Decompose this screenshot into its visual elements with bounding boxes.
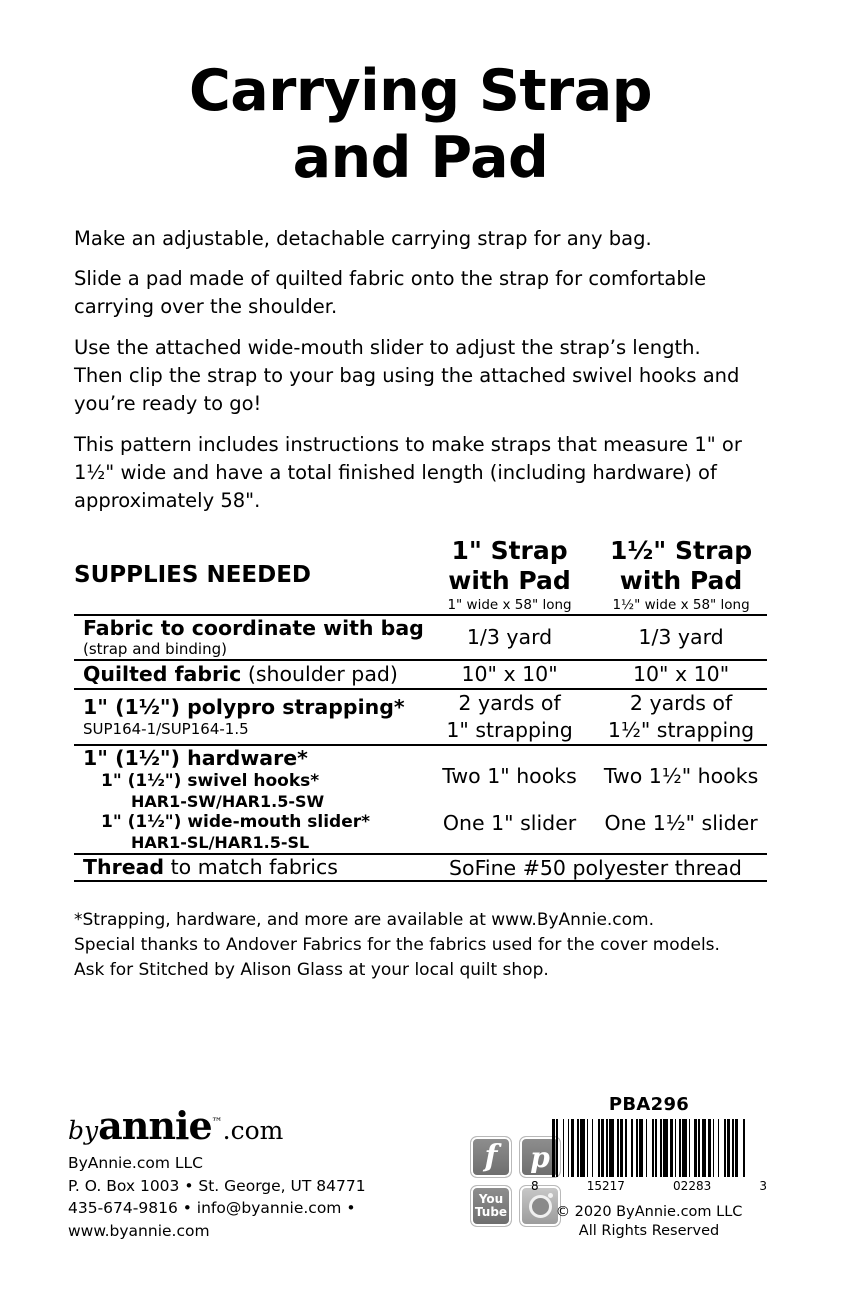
company-address — [68, 1152, 468, 1242]
row-value-line: 1" strapping — [446, 718, 573, 743]
facebook-glyph: f — [484, 1138, 498, 1174]
column-header-1-5-inch — [595, 536, 767, 614]
supplies-table — [74, 536, 767, 881]
row-item — [74, 745, 424, 854]
row-value-line: Two 1" hooks — [442, 763, 577, 788]
intro-paragraphs — [74, 193, 745, 515]
title-line-1: Carrying Strap — [188, 58, 653, 124]
row-value-line: 1½" strapping — [607, 718, 755, 743]
footnotes — [74, 908, 767, 982]
column-header-title2: with Pad — [448, 565, 571, 595]
facebook-icon[interactable] — [470, 1136, 512, 1178]
table-header-row — [74, 536, 767, 614]
youtube-icon[interactable] — [470, 1185, 512, 1227]
row-item-title: 1" (1½") polypro strapping* — [83, 695, 405, 720]
row-item — [74, 615, 424, 660]
intro-paragraph: Use the attached wide-mouth slider to adjust the strap’s length. Then clip the strap to your bag using the attached swivel hooks and you’re ready to go! — [74, 336, 740, 415]
intro-paragraph: Make an adjustable, detachable carrying strap for any bag. — [74, 226, 652, 250]
copyright-line-1: © 2020 ByAnnie.com LLC — [555, 1203, 743, 1220]
row-value-col-a — [424, 745, 595, 854]
brand-block — [68, 1103, 468, 1242]
row-item-title-text: Quilted fabric — [83, 662, 242, 687]
table-row — [74, 854, 767, 881]
footnote-line: Ask for Stitched by Alison Glass at your local quilt shop. — [74, 960, 549, 981]
company-contact: 435-674-9816 • info@byannie.com • www.byannie.com — [68, 1199, 356, 1240]
table-bottom-border — [74, 881, 767, 882]
row-value-col-b: 10" x 10" — [595, 660, 767, 689]
title-line-2: and Pad — [292, 125, 549, 192]
row-item — [74, 854, 424, 881]
barcode-digit-left: 8 — [531, 1178, 539, 1193]
byannie-logo — [68, 1103, 468, 1149]
row-item-hardware-line: HAR1-SL/HAR1.5-SL — [131, 833, 310, 853]
spacer — [595, 790, 767, 810]
row-value-line: One 1½" slider — [604, 810, 758, 835]
row-value-col-b — [595, 689, 767, 745]
copyright-line-2: All Rights Reserved — [578, 1223, 720, 1240]
trademark-icon: ™ — [211, 1115, 223, 1129]
intro-paragraph: Slide a pad made of quilted fabric onto the strap for comfortable carrying over the shoulder. — [74, 267, 707, 319]
barcode-digit-mid2: 02283 — [673, 1178, 712, 1193]
youtube-glyph-tube: Tube — [474, 1205, 508, 1219]
row-item-subtitle: SUP164-1/SUP164-1.5 — [83, 720, 249, 739]
row-value-line: 2 yards of — [458, 691, 561, 716]
spacer — [424, 790, 595, 810]
row-value-col-a: 1/3 yard — [424, 615, 595, 660]
barcode-image — [529, 1119, 769, 1177]
supplies-table-container — [74, 536, 767, 881]
column-header-title: 1½" Strap — [610, 536, 753, 566]
row-value-line: One 1" slider — [442, 810, 577, 835]
row-item-title-text: Thread — [83, 855, 165, 880]
logo-annie: annie — [98, 1103, 212, 1149]
supplies-needed-label: SUPPLIES NEEDED — [74, 562, 312, 589]
row-value-line: Two 1½" hooks — [603, 763, 759, 788]
table-bottom-border-cell — [74, 881, 767, 882]
row-item — [74, 660, 424, 689]
column-header-1-inch — [424, 536, 595, 614]
row-value-col-a: 10" x 10" — [424, 660, 595, 689]
row-value-col-a — [424, 689, 595, 745]
table-row — [74, 615, 767, 660]
row-item-title-note: to match fabrics — [164, 855, 338, 880]
row-item-subtitle: (strap and binding) — [83, 640, 227, 659]
row-item-hardware-line: HAR1-SW/HAR1.5-SW — [131, 791, 325, 811]
column-header-sub: 1½" wide x 58" long — [612, 596, 750, 613]
page-title — [0, 0, 841, 193]
row-item-title — [83, 662, 424, 687]
pinterest-glyph: p — [530, 1140, 550, 1174]
copyright — [529, 1203, 769, 1242]
footnote-line: Special thanks to Andover Fabrics for the fabrics used for the cover models. — [74, 934, 720, 955]
company-po-box: P. O. Box 1003 • St. George, UT 84771 — [68, 1176, 366, 1195]
barcode-block — [529, 1094, 769, 1242]
row-value-line: 2 yards of — [629, 691, 733, 716]
row-value-col-b: 1/3 yard — [595, 615, 767, 660]
row-value-span: SoFine #50 polyester thread — [424, 854, 767, 881]
intro-paragraph: This pattern includes instructions to make straps that measure 1" or 1½" wide and have a total finished length (including hardware) of approximately 58". — [74, 432, 742, 512]
row-item-title-note: (shoulder pad) — [241, 662, 398, 687]
table-row — [74, 689, 767, 745]
barcode-digits — [529, 1179, 769, 1193]
row-item-hardware-line: 1" (1½") swivel hooks* — [101, 770, 320, 791]
row-item-title: 1" (1½") hardware* — [83, 746, 308, 771]
column-header-title2: with Pad — [619, 565, 743, 595]
barcode-digit-right: 3 — [759, 1178, 767, 1193]
youtube-glyph-you: You — [478, 1192, 504, 1207]
sku-label: PBA296 — [608, 1093, 690, 1115]
logo-com: .com — [222, 1116, 284, 1146]
table-row — [74, 660, 767, 689]
column-header-title: 1" Strap — [451, 536, 568, 566]
table-row — [74, 745, 767, 854]
footer — [0, 1092, 841, 1242]
row-value-col-b — [595, 745, 767, 854]
footnote-line: *Strapping, hardware, and more are available at www.ByAnnie.com. — [74, 909, 655, 930]
company-name: ByAnnie.com LLC — [68, 1154, 203, 1173]
row-item-title — [83, 855, 424, 880]
column-header-sub: 1" wide x 58" long — [447, 596, 572, 613]
row-item — [74, 689, 424, 745]
barcode-digit-mid1: 15217 — [586, 1178, 625, 1193]
row-item-hardware-line: 1" (1½") wide-mouth slider* — [101, 811, 371, 832]
row-item-title: Fabric to coordinate with bag — [83, 615, 424, 640]
logo-by: by — [68, 1116, 99, 1146]
